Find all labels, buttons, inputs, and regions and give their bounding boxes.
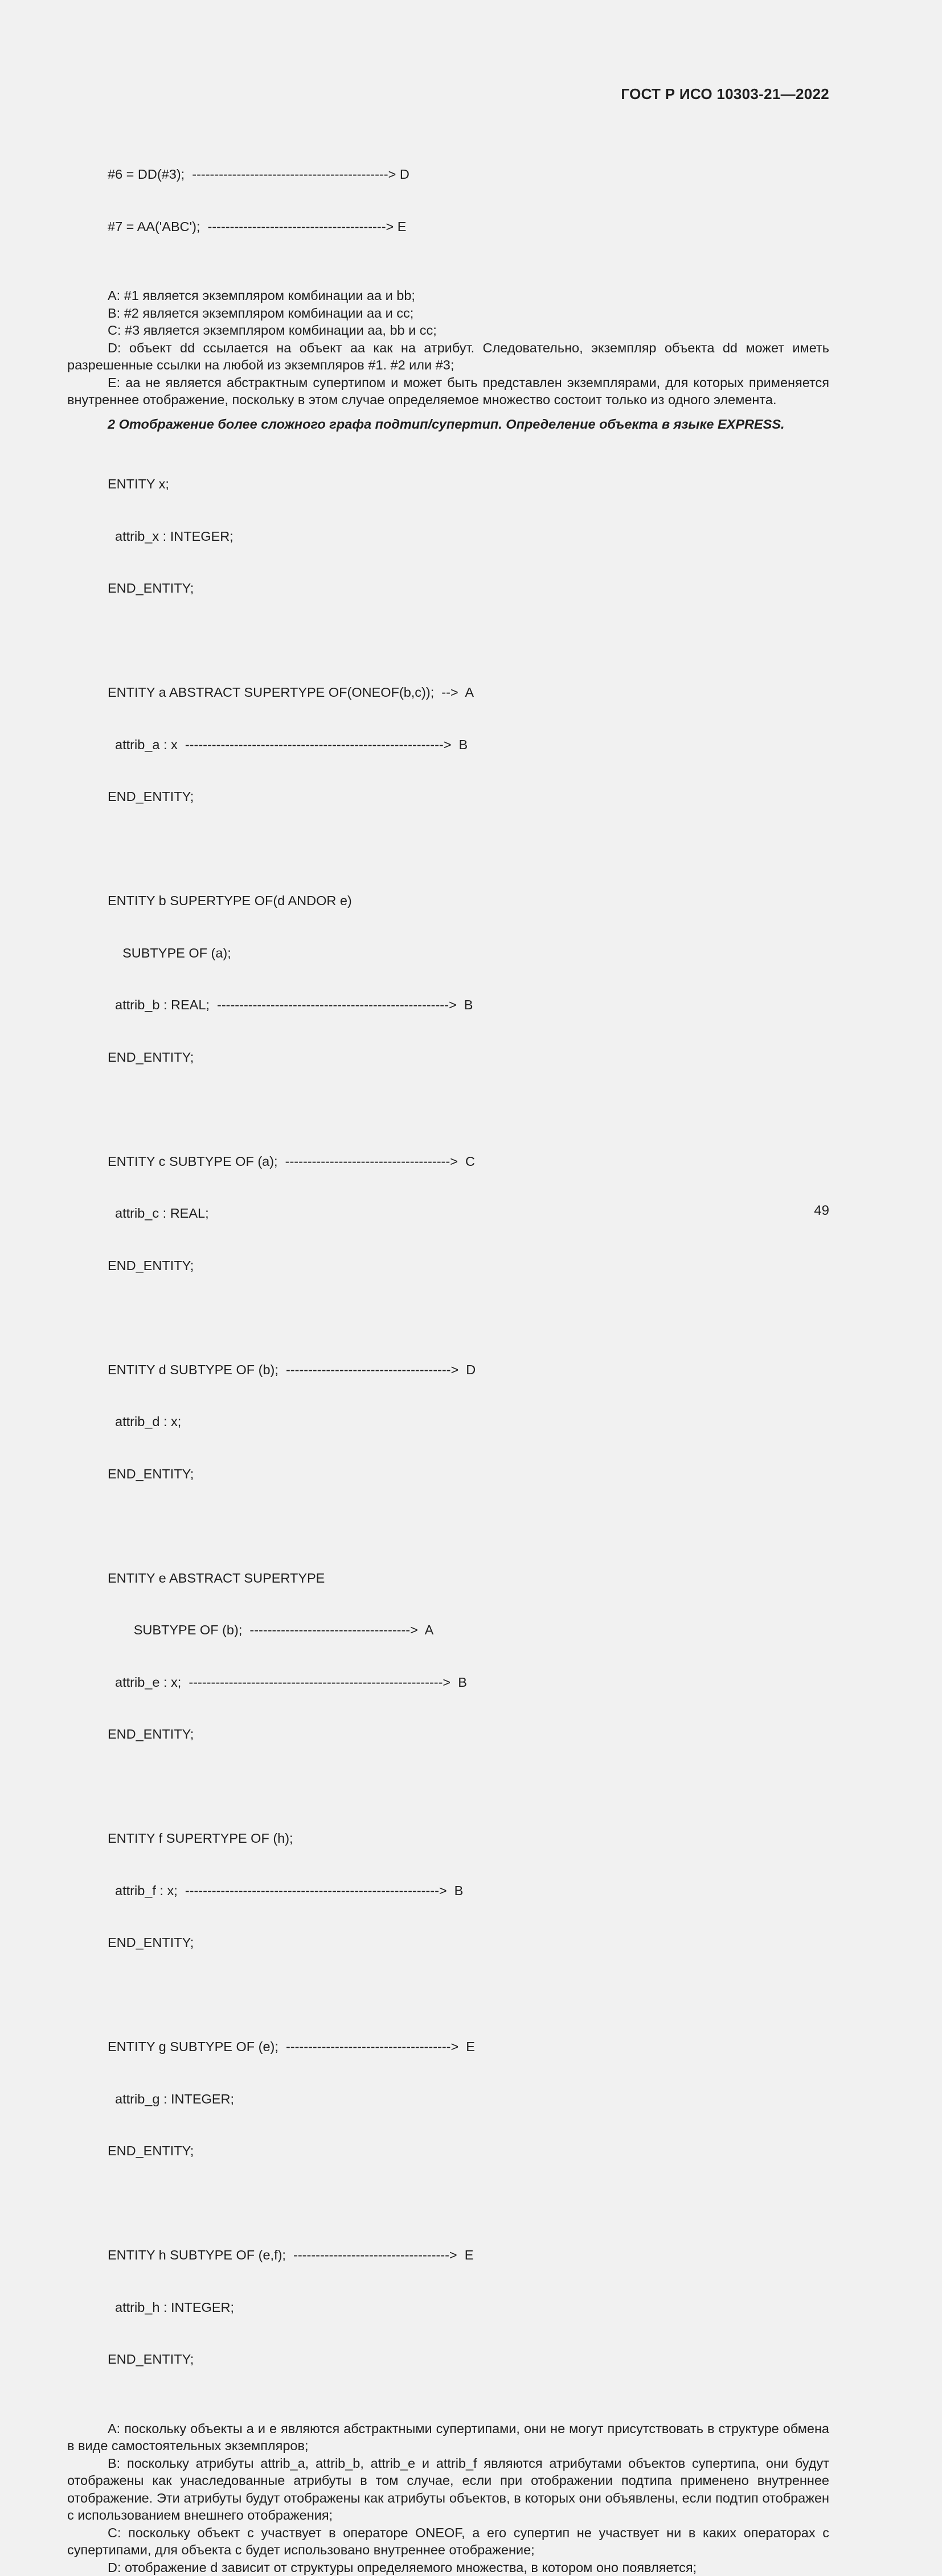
code-blocks	[67, 441, 829, 2403]
paragraph: B: поскольку атрибуты attrib_a, attrib_b, attrib_e и attrib_f являются атрибутами объектов супертипа, они будут отображены как унаследованные атрибуты в том случае, если при отображении подтипа применено внутреннее отображение. Эти атрибуты будут отображены как атрибуты объектов, в которых они объявлены, если подтип отображен с использованием внешнего отображения;	[67, 2455, 829, 2524]
code-line: attrib_c : REAL;	[108, 1205, 829, 1222]
code-line: attrib_g : INTEGER;	[108, 2090, 829, 2108]
code-line: ENTITY d SUBTYPE OF (b); -------------------------------------> D	[108, 1361, 829, 1379]
code-line: ENTITY c SUBTYPE OF (a); -------------------------------------> C	[108, 1153, 829, 1170]
code-line: END_ENTITY;	[108, 1257, 829, 1275]
paragraph: C: поскольку объект c участвует в операторе ONEOF, а его супертип не участвует ни в каких операторах с супертипами, для объекта c будет использовано внутреннее отображение;	[67, 2524, 829, 2559]
paragraph: B: #2 является экземпляром комбинации aa и cc;	[67, 305, 829, 322]
page-number: 49	[814, 1203, 829, 1219]
code-line: SUBTYPE OF (a);	[108, 944, 829, 962]
code-line: attrib_h : INTEGER;	[108, 2299, 829, 2316]
code-line: END_ENTITY;	[108, 788, 829, 806]
code-line: END_ENTITY;	[108, 1465, 829, 1483]
document-header: ГОСТ Р ИСО 10303-21—2022	[621, 85, 829, 103]
code-line: attrib_x : INTEGER;	[108, 528, 829, 545]
code-line: ENTITY a ABSTRACT SUPERTYPE OF(ONEOF(b,c)); --> A	[108, 684, 829, 701]
code-line: ENTITY x;	[108, 475, 829, 493]
paragraph: A: поскольку объекты a и e являются абстрактными супертипами, они не могут присутствовать в структуре обмена в виде самостоятельных экземпляров;	[67, 2420, 829, 2455]
paragraph: A: #1 является экземпляром комбинации aa и bb;	[67, 287, 829, 305]
code-line: END_ENTITY;	[108, 2351, 829, 2368]
code-line: END_ENTITY;	[108, 1725, 829, 1743]
code-line: ENTITY e ABSTRACT SUPERTYPE	[108, 1570, 829, 1587]
paragraph: D: объект dd ссылается на объект aa как на атрибут. Следовательно, экземпляр объекта dd может иметь разрешенные ссылки на любой из экземпляров #1. #2 или #3;	[67, 339, 829, 374]
code-line: SUBTYPE OF (b); ------------------------------------> A	[108, 1621, 829, 1639]
paragraph: D: отображение d зависит от структуры определяемого множества, в котором оно появляется;	[67, 2559, 829, 2576]
code-line: ENTITY f SUPERTYPE OF (h);	[108, 1830, 829, 1847]
paragraph: C: #3 является экземпляром комбинации aa, bb и cc;	[67, 322, 829, 339]
code-line: END_ENTITY;	[108, 1934, 829, 1951]
code-line: attrib_b : REAL; ----------------------------------------------------> B	[108, 996, 829, 1014]
code-line: #6 = DD(#3); --------------------------------------------> D	[108, 166, 829, 183]
code-line: END_ENTITY;	[108, 1049, 829, 1066]
code-line: ENTITY g SUBTYPE OF (e); -------------------------------------> E	[108, 2038, 829, 2056]
code-line: attrib_d : x;	[108, 1413, 829, 1431]
page-content	[67, 131, 829, 2576]
code-line: attrib_f : x; ---------------------------------------------------------> B	[108, 1882, 829, 1900]
paragraphs-1	[67, 287, 829, 409]
code-line: attrib_e : x; ---------------------------------------------------------> B	[108, 1674, 829, 1691]
code-line: attrib_a : x ----------------------------------------------------------> B	[108, 736, 829, 754]
code-line: #7 = AA('ABC'); ----------------------------------------> E	[108, 218, 829, 236]
paragraph: E: aa не является абстрактным супертипом и может быть представлен экземплярами, для которых применяется внутреннее отображение, поскольку в этом случае определяемое множество состоит только из одного элемента.	[67, 374, 829, 409]
code-block-top	[67, 131, 829, 270]
code-line: END_ENTITY;	[108, 2142, 829, 2160]
code-line: ENTITY b SUPERTYPE OF(d ANDOR e)	[108, 892, 829, 910]
section-heading: 2 Отображение более сложного графа подтип/супертип. Определение объекта в языке EXPRESS.	[67, 416, 829, 433]
code-line: END_ENTITY;	[108, 580, 829, 597]
code-line: ENTITY h SUBTYPE OF (e,f); -----------------------------------> E	[108, 2246, 829, 2264]
paragraphs-2	[67, 2420, 829, 2576]
